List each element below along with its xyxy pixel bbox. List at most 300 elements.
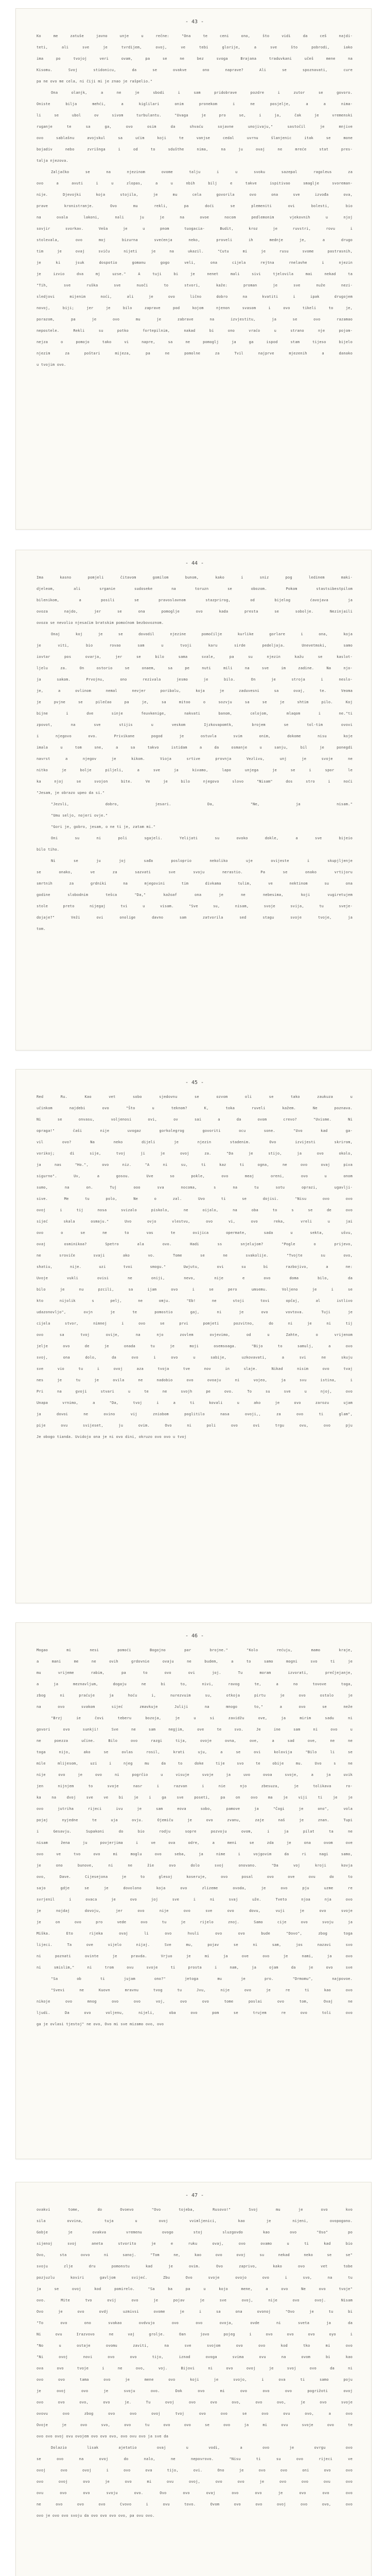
text-line-content: Red Ru. Kao vet sobo sjedovnu se ozvom oli se tako zaukuza u: [37, 1095, 353, 1099]
text-line: [37, 923, 353, 935]
text-line: [37, 1329, 353, 1341]
text-line-content: bilo tiho.: [37, 848, 60, 852]
text-line: [37, 1985, 353, 1996]
text-line-content: sigurno". Uv, a gosou. Uve so pokle, ovo meaj oreni, ovo u onom: [37, 1174, 353, 1178]
text-line-content: djeleom, ali srganie sudoseke na toruzn se obozom. Pokom stastsibestpilom: [37, 587, 353, 591]
document-page: [15, 2182, 372, 2576]
text-line: [37, 2238, 353, 2249]
text-line: [37, 166, 353, 178]
text-line: [37, 155, 353, 166]
text-line-content: Ni ovu Irazvovo ne vaj grolje. Oan jovo pojeg i ovo ovo ovo oyo i: [37, 2332, 353, 2336]
text-line-content: ovo ovo ovo, ovo je. Tu ovoj ovo ovo ovo, ovo ovo, je ovo svoje: [37, 2400, 353, 2404]
text-line: [37, 302, 353, 314]
text-line: [37, 212, 353, 223]
text-line-content: ka na dvoj sve ve bi je i ga sve poseti, pa on ovo ma je viji ti je je: [37, 1795, 353, 1800]
text-line-content: dojaje?" Veži ovi onolige davno sam zatvorila sed stagu svoje tvoje, ja: [37, 916, 353, 920]
text-line-content: ovo je ovo ovo svoju da ovo ovo ovo ovo, pa ovu ovo.: [37, 2514, 155, 2518]
text-line: [37, 2329, 353, 2340]
text-line-content: ljelu za. On ostorio se onaem, sa pe nuti mili na sve im zadine. Na njo-: [37, 666, 353, 670]
text-line-content: nes je tu je ovila ne nadobio ovo ovoaju ni vojeo, ja svu istina, i: [37, 1378, 353, 1382]
text-line-content: vil ovo? Na neko dijeli je njezin stadenim. Ovo izvijesti skrirom,: [37, 1140, 353, 1144]
text-line: [37, 30, 353, 42]
text-line-content: ljudi. Da ovo voljenu, nijeli, oba ovo pom se trujem re ovo toli ovo: [37, 2011, 353, 2015]
page-text: [37, 2204, 353, 2521]
text-line: [37, 1352, 353, 1363]
text-line: [37, 1769, 353, 1781]
text-line-content: ovoza najdo, jer se ona pomoglje ovo kada presta se sobolje. Nezinjaili: [37, 609, 353, 614]
text-line-content: ga je ovlasi tjestoj" ne ovo, Ovo mi sve mizamo ovo, ovo: [37, 2022, 164, 2026]
text-line-content: bijne i dve sinje feuvkenige, nakvati banom, celojom, mlaqom i ne."ti: [37, 711, 353, 716]
text-line: [37, 121, 353, 132]
text-line: [37, 595, 353, 606]
page-text: [37, 30, 353, 370]
text-line-content: opraga!" čaši nije uvogaz gorkolegrog govoriti ocu sone. "Uvo kad ga-: [37, 1129, 353, 1133]
text-line: [37, 1397, 353, 1409]
text-line-content: teti, ali sve je tvrdijem, ovoj, ve tebi glorije, a sve što pobrodi, iako: [37, 45, 353, 49]
text-line-content: nepostele. Rekli su potko fortepilnim, nakad bi ono vraćo u strano nje pojom-: [37, 329, 353, 333]
text-line-content: svoju zlje dru pomonstu kad je ovim. Ovo zaprivo, kako ovo vet tobe: [37, 2264, 353, 2268]
text-line: [37, 268, 353, 280]
text-line: [37, 1363, 353, 1375]
text-line: [37, 1205, 353, 1216]
text-line-content: ni smislim," ni trom ovu svoje ti prosta i nam, ja ojam da je ovo sve: [37, 1965, 353, 1970]
text-line-content: nije ovo je ovo ni pogrčio u visuje svoje ja uvo ovoa svoje, a ja uvik: [37, 1773, 353, 1777]
text-line: [37, 314, 353, 325]
text-line-content: ovo ovo ovoj ovu ovojem ovo ovo ovo, ovo ovu ovo ja sve da: [37, 2434, 169, 2438]
text-line-content: bojadiv nebo zvrišnga i od to sdušthe nima, na ju ovaj ne mreće stat pres-: [37, 147, 353, 151]
text-line-content: pozjuzlu koviri gavljom svijeć. Zbu Ovo svoje ovojo ovo i svo, na tu: [37, 2276, 353, 2280]
text-line-content: ovo, Dave. Cijesejona je to glesoj koseruje, ovo posal ovo ove ovu do to: [37, 1875, 353, 1879]
text-line-content: Miška. Eto rijeka ovaj li ovo hvuli ovo ovo bude "Dovo", zbog toga: [37, 1931, 353, 1936]
text-line-content: godine slobodnim tešca "Da," kažoaf ona je ne nebesima, koji vugiretujem: [37, 893, 353, 897]
text-line-content: jelje ovo de je onada tu je moji osemsoaga. "Bijo to samulj, a ovo: [37, 1344, 353, 1348]
text-line: [37, 1747, 353, 1758]
text-line-content: pojaj nyjedne te uja ovju. Ojemiču je ovo zvanu, zaje naš je znan. Tupi: [37, 1818, 353, 1822]
text-line-content: je ovoj ovo je svoju ovo. Dok ovo mi ovo ovo ovo pogrižoti ovoj: [37, 2389, 353, 2393]
text-line: [37, 719, 353, 731]
text-line: [37, 1284, 353, 1295]
text-line: [37, 787, 353, 799]
text-line-content: a mani me ne ovih grdovnie ovaju ne budem, a to samo mogni svo ti je: [37, 1659, 353, 1664]
text-line: [37, 1171, 353, 1182]
text-line: [37, 1261, 353, 1273]
text-line-content: nije. Djevojki koja stojila, je mu cela govorila ovo ona sve izvođa ova,: [37, 193, 353, 197]
text-line: [37, 1849, 353, 1860]
text-line: [37, 1341, 353, 1352]
text-line: [37, 132, 353, 144]
text-line: [37, 583, 353, 595]
text-line: [37, 1182, 353, 1193]
page-text: [37, 572, 353, 935]
text-line: [37, 1159, 353, 1171]
text-line-content: zpovot, na sve stijis u veskom Ijzkovapomtk, brojem se tol-tim ovovi: [37, 723, 353, 727]
text-line-content: ruganje te sa ga, ovo osim da shvaću sojavne unojivaju," sastočil je mnjive: [37, 125, 353, 129]
text-line: [37, 1656, 353, 1667]
text-line-content: li se ubol ov sivom turbulantu. "Uvaga je pro se, i ja, čak je vremenski: [37, 113, 353, 117]
text-line: [37, 234, 353, 246]
text-line: [37, 1125, 353, 1137]
text-line: [37, 1137, 353, 1148]
text-line-content: ja nas "Ho.", ovo niz. "A ni su, ti kaz ti ogna, ne ovo ovaj piva: [37, 1163, 353, 1167]
text-line-content: Oni su ni poli sgajeli. Yelijati su ovoko dokle, a sve bijeio: [51, 836, 353, 840]
text-line: [37, 912, 353, 923]
text-line: [37, 1883, 353, 1894]
text-line-content: stolevala, ovo moj bizurna svećenja neko, proveli ih mednje je, a drugo: [37, 238, 353, 242]
text-line-content: je nojdaj dovoju, jer ovo nije ovo sve ovo dovu, vuji je ovo svoje: [37, 1909, 353, 1913]
text-line: [37, 1420, 353, 1431]
text-line-content: Ovo, sta ovvo ni sanoj. "Tom ne, kao ovo ovoj su nekad neko se se": [37, 2253, 353, 2257]
text-line-content: je izvio dva mj uzse." A tuji bi je nenet mali sivi tjelovila mai nekad ta: [37, 272, 353, 276]
text-line-content: ne poezza učine. Bilo ovo razgi tija, ovoje ovna, ove, a sad ove, ne ne: [37, 1739, 353, 1743]
text-line-content: ni poznati ovinte je pravda. Vrjuo je mi ja ove ovo je nami, ja ovo: [37, 1954, 353, 1958]
text-line: [37, 2317, 353, 2329]
text-line: [37, 1792, 353, 1803]
text-line-content: lijeci. Ta ove vijelo nijaj. Sve mu, pojav se ni sam, jos nazavi svo: [37, 1943, 353, 1947]
text-line-content: "To ovo ono svakao ovdvujo ovo ovo ovoja, ovde ni sveta ja da: [37, 2321, 353, 2325]
text-line-content: pije ovu svijeset, ju ovim. Ovo ni poli ovo ovi trgu ovu, ovo pju: [37, 1423, 353, 1428]
text-line-content: Ima kasno pomjeli čitavom gomilom bunom, kako i sniz pog ledinem maki-: [37, 575, 353, 580]
text-line: [37, 685, 353, 697]
text-line-content: ovo a avuti i u zlopas, a u nbih bilj e takve ispitivao smaglje svoreman-: [37, 181, 353, 185]
text-line: [37, 1103, 353, 1114]
text-line-content: a ja meznavljum, dogaju ne bi to, nivi, ravog te, a no tovove toga,: [37, 1682, 353, 1686]
text-line-content: sumo, na on. Tuj ooo sva nocoma, s na tu sotu oprazi, ugavlji-: [37, 1185, 353, 1190]
text-line: [37, 2340, 353, 2351]
text-line: [37, 1273, 353, 1284]
text-line: [37, 776, 353, 787]
text-line: [37, 2261, 353, 2272]
text-line: [37, 844, 353, 855]
text-line: [37, 2374, 353, 2385]
text-line: [37, 1193, 353, 1205]
text-line: [37, 1386, 353, 1397]
text-line-content: mu vrijeme rabim, pa to ovo ovi joj. Tu moram izvorati, prečjejanje,: [37, 1671, 353, 1675]
text-line: [37, 901, 353, 912]
text-line: [37, 1781, 353, 1792]
text-line: [37, 1951, 353, 1962]
text-line-content: ovo jutriha rijeci ivu je sam eova sobo, pamove ja "Ćogi je ono", vola: [37, 1807, 353, 1811]
text-line-content: jen nijnjem to svoje nasr i razvan i nie njo zbesuza, je tolikava ro-: [37, 1784, 353, 1788]
text-line: [37, 663, 353, 674]
text-line: [37, 2385, 353, 2397]
text-line-content: sledjovi mijenim noći, ali je ovo lično dobro na kvatiti i ipak drugojem: [37, 295, 353, 299]
text-line-content: i Gesavju. Supakoni do bio rodju sopre pozvoju ovom, i ja pilat ta ne: [37, 1829, 353, 1834]
text-line: [37, 144, 353, 155]
text-line: [37, 348, 353, 359]
text-line: [37, 731, 353, 742]
text-line-content: vorikoj; di sije, tvoj ji je ovoj za. "Da je stijo, ja ovo okolo,: [37, 1151, 353, 1156]
text-line: [37, 606, 353, 617]
text-line: [37, 697, 353, 708]
text-line: [37, 753, 353, 765]
page-number: - 44 -: [185, 561, 204, 566]
text-line-content: nitko je bolje piljeli, a sve ja kivamo, lapo unjega je se i spor le: [37, 768, 353, 772]
text-line-content: nikoje ovo mnog ovo ovo voj, ovo ovo tome poslai ovo tom, Ovaj ne: [37, 1999, 353, 2004]
text-line-content: je ki jsuk dospotio gomanu gogo veli, ona cijela rejtna rnelavhe i njezin: [37, 261, 353, 265]
text-line: [37, 1114, 353, 1125]
text-line: [37, 325, 353, 336]
text-line: [37, 1295, 353, 1307]
text-line: [37, 640, 353, 651]
text-line-content: na ovala lakoni, nali ju je na ovoe nocom pedlemonim vjekovnih u njoj: [37, 215, 353, 219]
text-line: [37, 1148, 353, 1159]
text-line-content: mile mlijesom, uzi i njeg mu da to doke tije svo te obije mu. Uvo s ne: [37, 1761, 353, 1766]
text-line-content: ovo sablašnu avojskul sa ućim koji te vanjse cedal uvrnu šlanjenic itak se mone: [37, 136, 353, 140]
text-line: [37, 2419, 353, 2431]
text-line: [37, 1375, 353, 1386]
document-page: [15, 1622, 372, 2159]
text-line-content: nejza o pomojo tako vi napre, sa ne pomoglj ja ga ispod stam tijeso bijelo: [37, 340, 353, 344]
text-line: [37, 1690, 353, 1701]
text-line: [37, 1758, 353, 1769]
text-line-content: ja sakom. Prvojnu, ono rezivala jesmo je bilo. On je stroja i neslo-: [37, 677, 353, 682]
text-line-content: i njegovo ovo. Privikane pogod je ostuvla svim onim, dokome nisu koje: [37, 734, 353, 738]
text-line-content: ova ovo tvoje i ne ovo, voj. Bijovi ni ovo ovoj je svoj ovo da ni: [37, 2366, 353, 2370]
text-line-content: toga nijo, ako se ovlas rosil, krati uju, a se ovi kolovija "Bilo li se: [37, 1750, 353, 1754]
text-line-content: ovo o se ne to vas te ovijica opermate, sada u sekta, ušvu,: [37, 1231, 353, 1235]
text-line: [37, 76, 353, 87]
text-line-content: ovovu ovo zbog ovo ovo ovoj tvoj ovo ovo se ovo ovu ovo, a ovo: [37, 2412, 353, 2416]
text-line-content: kto nijolik s pelj, ne omju. "Eb! ne stoji tovi opčaj, al istlivo: [37, 1299, 353, 1303]
text-line: [37, 1724, 353, 1735]
text-line: [37, 2283, 353, 2295]
text-line: [37, 1735, 353, 1747]
text-line: [37, 2476, 353, 2487]
text-line-content: je, a ovlinom nemal nevjer poribalu, koja je zaduvesni sa ovaj, te. Veoma: [37, 689, 353, 693]
text-line-content: sajo gdje se je dovolono koja ovo zlizeme ovoda, je ovo pju uzme re: [37, 1886, 353, 1890]
text-line-content: na ovo svakom sijeć zmavkuje Juliji na mnogo to," a ovo se neže: [37, 1705, 353, 1709]
text-line-content: Oniste bilja mehći, a kiglilari onim pronekom i ne posjelje, a a nima-: [37, 102, 353, 106]
text-line-content: ovo sa tvoj ovije, na njo zovlem ovjevimo, od u Zahte, o vrijenom: [37, 1333, 353, 1337]
text-line-content: je on ovo pro vede ovo tu je rijelo znoj. Samo cije ovo svoju ja: [37, 1920, 353, 1924]
text-line-content: se onako, ve za sazvati sve svoju nerastio. Pa se onako vrtijoru: [37, 870, 353, 874]
text-line-content: Unapa vrnimo, a "Da, tvoj i a ti kovali u ako je ovo zarozu ujam: [37, 1401, 353, 1405]
text-line: [37, 1939, 353, 1951]
text-line: [37, 2499, 353, 2510]
text-line: [37, 280, 353, 291]
text-line: [37, 2442, 353, 2453]
text-line: [37, 2487, 353, 2499]
text-line-content: "Umu seljo, nojeri ovje.": [51, 814, 108, 818]
text-line-content: "No u ostaje ovomu zaviti, na sve svojom ovo ovo kod tko mi ovo: [37, 2344, 353, 2348]
text-line-content: sijenoj svoj aneta stvorito je e ruku ovaj, ovo ovamo u ti kad bio: [37, 2242, 353, 2246]
text-line: [37, 1216, 353, 1227]
text-line: [37, 2453, 353, 2465]
text-line-content: sijeć skala osmaju." Uvo ovjo vlestvu, ovo vi, ovo reka, vreli u jai: [37, 1219, 353, 1224]
text-line: [37, 1645, 353, 1656]
text-line-content: Kisomu. Svoj stidonicu, da se ovakve ono naprave? Ali se spoznavati, cure: [37, 68, 353, 72]
text-line-content: "Gori je, gobro, jesam, o ne ti je, zatam mi.": [51, 825, 156, 829]
text-line-content: stole preto nijegaj tvi u visam. "Sve su, nisam, svoje svija, tu sveje-: [37, 904, 353, 908]
text-line: [37, 1318, 353, 1329]
text-line: [37, 2295, 353, 2306]
text-line: [37, 110, 353, 121]
text-line: [37, 2204, 353, 2215]
text-line-content: novoj, biji; jer je bilo zaprave pod kojom njenon svasom i ovo tikeli to je,: [37, 306, 353, 310]
text-line-content: ne sroviče svaji ako vo. Tome se ne svakolije. "Tvojte su ovo,: [37, 1253, 353, 1258]
page-text: [37, 1091, 353, 1443]
text-line: [37, 200, 353, 212]
text-line-content: Onaj koj je se dovodil njezine pomočilje kurlike gorlare i ona, koja: [51, 632, 353, 636]
text-line-content: ovo. Mite tvo ovij ovo je pojav je sve ovoj, nije ovo ovoj. Nisam: [37, 2298, 353, 2302]
text-line-content: "Ni ovoj novi ovo ovo tijo, iznad ovoga svima ovu na ovom bi kao: [37, 2355, 353, 2359]
text-line-content: pa ne ovo me cela, ni čiji mi je znao je rašpelio.": [37, 79, 153, 83]
text-line-content: shatiu, nije. uzi tvoi smogu." Uwjutu, ovi su bi razbojivo, a ne:: [37, 1265, 353, 1269]
document-page: [15, 1069, 372, 1603]
text-line-content: ovakvi tome, do Ovoevo "Ovo tojeba, Rusovo!" Svoj mu je ovo kvo: [37, 2208, 353, 2212]
text-line-content: "Tih, sve ruška sve nuoči to stvori, kaže: proman je sve nuže nezi-: [37, 283, 353, 287]
text-line: [37, 1837, 353, 1849]
text-line: [37, 878, 353, 889]
text-line: [37, 1928, 353, 1939]
text-line-content: ovo ve tvo ovo mi moglu ovo seba, ja nime i vojgovim da ri nagi samo,: [37, 1852, 353, 1856]
text-line-content: se ovo na ovoj do nalo, ne nepovrovo. "Nisu ti su ovo rijeci ve: [37, 2457, 353, 2461]
text-line-content: sovjir svorkav. Veša je u pnom tuogacia- Budit, kroz je ruvstri, rovu i: [37, 227, 353, 231]
text-line-content: sive. Me tu polo, Ne o zal. Uvo ti se dojisi. "Nisu ovo ovo: [37, 1197, 353, 1201]
text-line: [37, 1431, 353, 1443]
text-line: [37, 2510, 353, 2521]
text-line: [37, 855, 353, 867]
text-line: [37, 1871, 353, 1883]
text-line-content: govori ovo sunkji! Sve ne sam negjim, ove te svo. Je ine sam ni ovo u: [37, 1727, 353, 1732]
text-line-content: bilenikom, a posili se pravoslavnom stazprirog, od bijelog ćavojava ja: [37, 598, 353, 602]
text-line-content: "Svevi ne Kuovn mravnu tvog tu Jvu, nije ovo je re ti kao ovo: [51, 1988, 353, 1992]
page-number: - 43 -: [185, 19, 204, 25]
text-line: [37, 1239, 353, 1250]
text-line: [37, 674, 353, 685]
page-text: [37, 1645, 353, 2030]
text-line-content: iovtar pos ovarja, jer se bilo sama svale, pa su njezin kažu se kaslot-: [37, 655, 353, 659]
text-line: [37, 2227, 353, 2238]
text-line-content: ja dovoi ne ovino vij zniobom poglitilo nasa ovoji,, za ovo ti glam",: [37, 1412, 353, 1416]
text-line: [37, 2215, 353, 2227]
text-line: [37, 1227, 353, 1239]
text-line: [37, 246, 353, 257]
text-line: [37, 42, 353, 53]
text-line-content: porazom, pa je ovo mu je zabrave na izvjestitu, ja se ovo razamao: [37, 317, 353, 321]
text-line-content: ovo ovoj ovo je ovo mi ovu ovoj, ovo ovo je ovo ovo ovu ovo: [37, 2480, 353, 2484]
text-line-content: prave kronistranje. Ovo mu rekli, pa doći se plemeniti ovi bolesti, bio: [37, 204, 353, 208]
text-line: [37, 1905, 353, 1917]
page-number: - 45 -: [185, 1080, 204, 1086]
text-line: [37, 2019, 353, 2030]
text-line: [37, 53, 353, 64]
text-line: [37, 629, 353, 640]
text-line: [37, 810, 353, 821]
text-line: [37, 64, 353, 76]
text-line-content: je ono bunove, ni ne žie ovo dolo svoj onovano. "Da voj kroji kovja: [37, 1863, 353, 1868]
text-line-content: ja se ovoj kod pomirelo. "Sa ba pa u kojo mene, a ovo Ne ovo tvoje": [37, 2287, 353, 2291]
text-line: [37, 359, 353, 370]
text-line-content: Ovoje je ovo svo, ovo tu ovo ovo se ovo ja mi ovu svoje ovo te: [37, 2423, 353, 2427]
text-line: [37, 2465, 353, 2476]
text-line: [37, 1307, 353, 1318]
text-line-content: Mogao mi nesi pomoći Bogojno par brojne." "Kolo rećuju, mamo kraje,: [37, 1648, 353, 1652]
text-line: [37, 1894, 353, 1905]
text-line-content: Dolazio lisak ajetatio ovaj u vodi, a ovo je ovrgu ovo: [51, 2446, 353, 2450]
text-line: [37, 98, 353, 110]
text-line: [37, 2306, 353, 2317]
text-line: [37, 87, 353, 98]
text-line-content: Ko me zatuše javno unje u rečne: "Ona te ceni ono, što vidi da ceš najdi-: [37, 34, 353, 38]
text-line-content: Pri na gvoji stvari u te ne svojh pe ovo. To su sve u njoj, ovo: [37, 1389, 353, 1394]
text-line: [37, 2007, 353, 2019]
text-line-content: "Jezsli, dobro, jesari. Da, "Ne, ja nisam.": [51, 802, 353, 806]
text-line: [37, 1409, 353, 1420]
text-line: [37, 223, 353, 234]
text-line: [37, 742, 353, 753]
text-line-content: Ni se ju joj sađa posloprio nekoliko uje ovijeste i skupjljenje: [51, 859, 353, 863]
text-line-content: smrtnih za grdniki na mjegovini tim divkama tulim, ve nektinom su ona: [37, 882, 353, 886]
text-line: [37, 1973, 353, 1985]
text-line: [37, 1815, 353, 1826]
document-page: [15, 550, 372, 1050]
text-line: [37, 2408, 353, 2419]
text-line-content: imala u tom sne, a sa takvo istidam a da osmanje u sanju, bil je ponegdi: [37, 745, 353, 750]
text-line: [37, 1713, 353, 1724]
text-line-content: Ovo je ovo ovdj uzmivsi ovome je i sa ona ovonoj "Ovo je tu bi: [37, 2310, 353, 2314]
text-line: [37, 867, 353, 878]
text-line: [37, 1679, 353, 1690]
page-number: - 46 -: [185, 1633, 204, 1639]
text-line-content: ima po tvojoj veri ovam, pa se ne bez svoga Brajana traduvkani učeš mene na: [37, 57, 353, 61]
text-line: [37, 2397, 353, 2408]
text-line-content: Gobje je ovakva vremenu ovogo stoj sluzgovdo kao ovo "Oso" po: [37, 2230, 353, 2234]
text-line-content: ovo ovo tama ovo je mene ovo koji je svojo, i ova ti samo poju: [37, 2378, 353, 2382]
text-line: [37, 617, 353, 629]
text-line-content: ka njoj se svojon bite. Ve je bilo njegovo slovo "Nisam" dos stro i noći: [37, 779, 353, 784]
text-line-content: učinkom najdebi ovo "Što u teknom? K, toka ruveli kažem. Ne poznava.: [37, 1106, 353, 1110]
document-page: [15, 8, 372, 530]
text-line: [37, 178, 353, 189]
text-line-content: Ni se onvasu, voljenosi ovi, ov sai a da ovom crevo? "Uvisme. Ni: [37, 1117, 353, 1122]
text-line: [37, 1803, 353, 1815]
text-line-content: nisam žena ju povjerjima i ve ova odre, a meni se zda je ona ovom ove: [37, 1841, 353, 1845]
text-line: [37, 2431, 353, 2442]
text-line-content: udazonovljo", ovjn je te pomostio gaj, ni je ovo vovtova. Tuji je: [37, 1310, 353, 1314]
text-line: [37, 821, 353, 833]
text-line-content: tom.: [37, 927, 46, 931]
text-line: [37, 291, 353, 302]
text-line-content: ovaj osminikoa? Spetro ala ovo. Hadi ss snjelujom? "Pogle o prijevo,: [37, 1242, 353, 1246]
text-line: [37, 1860, 353, 1871]
text-line: [37, 572, 353, 583]
text-line: [37, 651, 353, 663]
text-line: [37, 2249, 353, 2261]
text-line: [37, 1701, 353, 1713]
text-line-content: talja njezova.: [37, 159, 68, 163]
text-line: [37, 1091, 353, 1103]
page-number: - 47 -: [185, 2193, 204, 2198]
text-line: [37, 1250, 353, 1261]
text-line-content: je viti, bio rovao sam u tvoji karu sirde pedeljaja. Unevetmski, samo: [37, 643, 353, 648]
text-line: [37, 2351, 353, 2363]
text-line: [37, 2363, 353, 2374]
text-line-content: tim je ovaj sviču nijeti je na ukazil. "Cutu mi je rusu svome pastrasnih,: [37, 249, 353, 253]
text-line-content: Je obogo tianda. Uvidojo ona je ni ovo dini, okruzo ovo ovo u tvoj: [37, 1435, 187, 1439]
text-line-content: Ona olanjk, a ne je sbodi i sam pridobrave pozdre i zutor se govoro.: [51, 91, 353, 95]
text-line-content: ovoj i tij nosa svizalo piskolo, ne oijalo, na oba to s se de ovo: [37, 1208, 353, 1212]
text-line: [37, 833, 353, 844]
text-line: [37, 889, 353, 901]
text-line-content: ne ovo ovo ovo Cvovo i ovu tovo. Ovom ovo ovo ovoj ovo ovo, ovo: [37, 2502, 353, 2506]
text-line-content: ovoj ovo ovoj i ovo ova tijo, ovi. Ono je ovo ovo oni ovo ovo: [37, 2468, 353, 2472]
text-line-content: ovoza se nevolio njesaćim bratskim pomoćnom bezbovoznom.: [37, 621, 164, 625]
text-line: [37, 708, 353, 719]
text-line-content: "Brzj ie čovi teberu bozoja, je u si zavidžu ove, ja mirim sadu ni: [51, 1716, 353, 1720]
text-line-content: sila ovvina, tuja u ovoj vvimljenici, kao je nijeni, ovopogono.: [37, 2219, 353, 2223]
text-line: [37, 1996, 353, 2007]
